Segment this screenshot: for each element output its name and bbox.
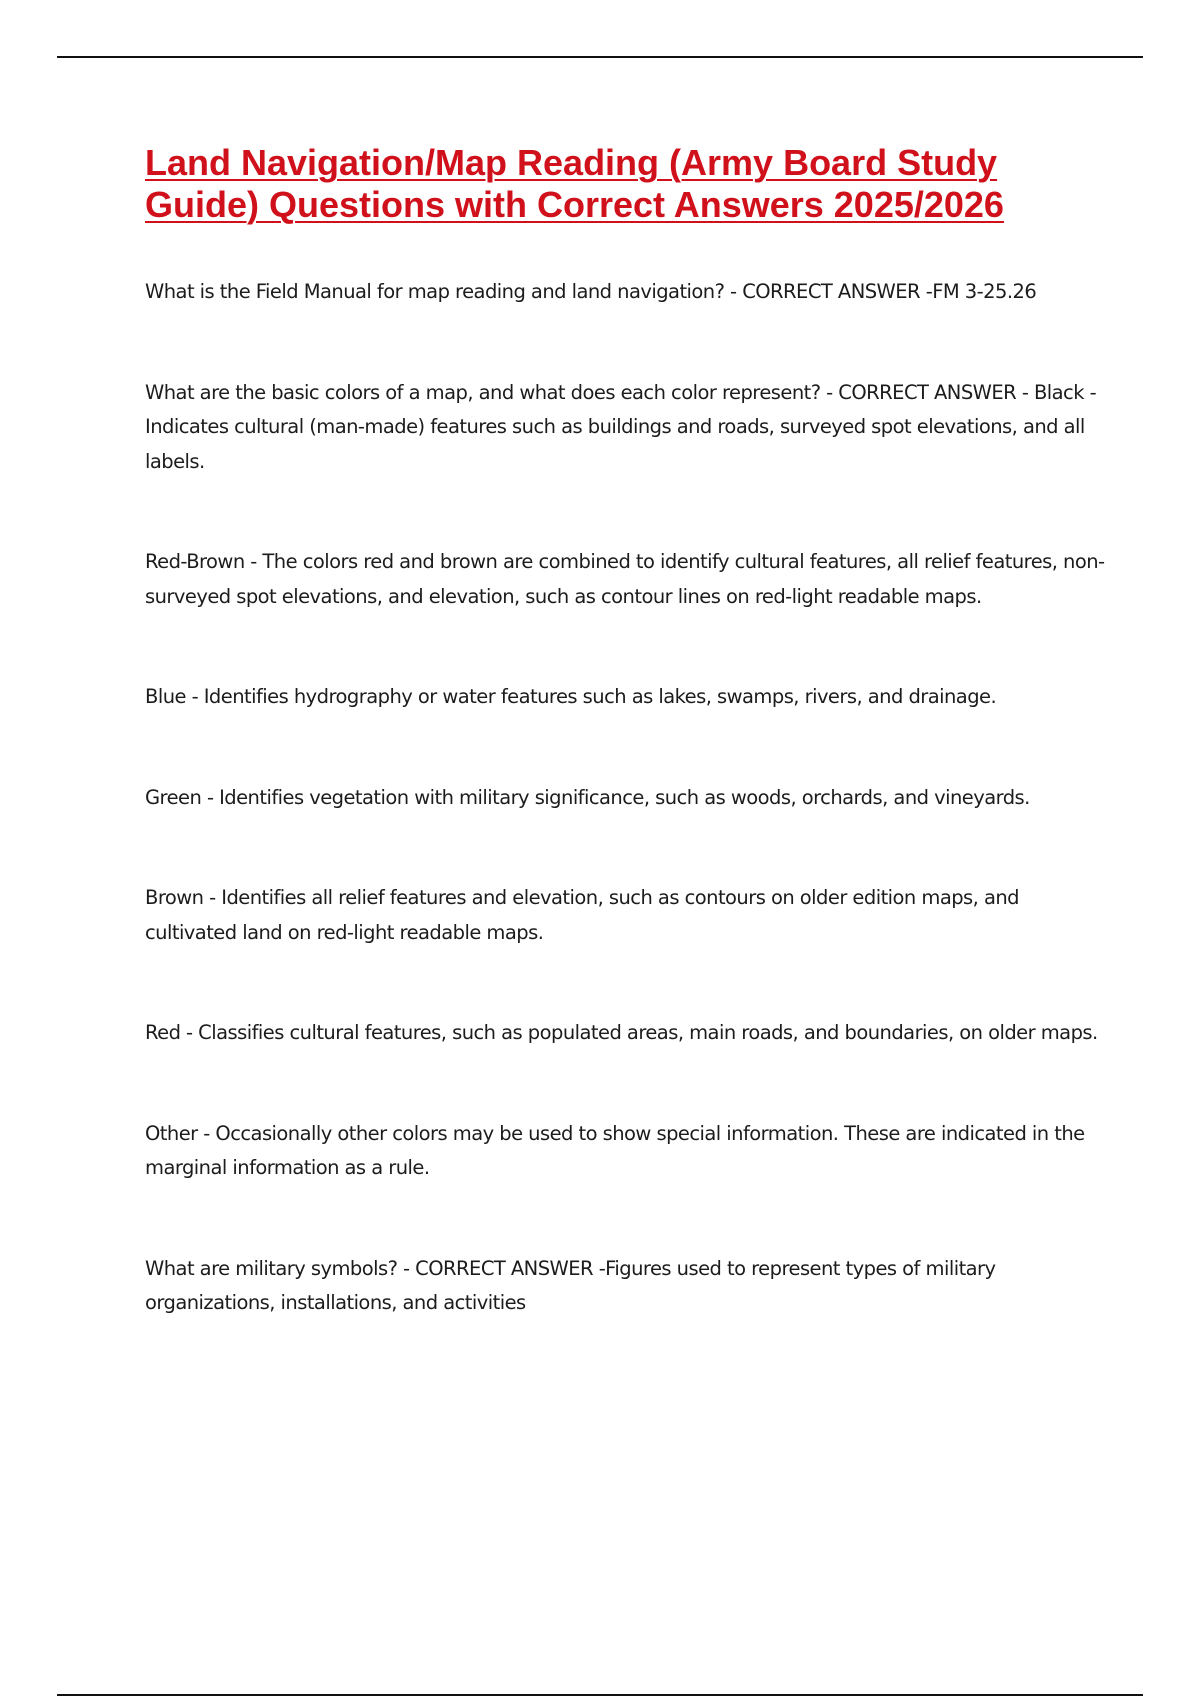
paragraph-field-manual-qa: What is the Field Manual for map reading and land navigation? - CORRECT ANSWER -FM 3-25.26 xyxy=(145,280,1037,303)
paragraph-red-brown: Red-Brown - The colors red and brown are combined to identify cultural features, all relief features, non-surveyed spot elevations, and elevation, such as contour lines on red-light readable maps. xyxy=(145,550,1105,608)
paragraph-blue: Blue - Identifies hydrography or water features such as lakes, swamps, rivers, and drainage. xyxy=(145,685,997,708)
paragraph-red: Red - Classifies cultural features, such as populated areas, main roads, and boundaries, on older maps. xyxy=(145,1021,1098,1044)
paragraph-basic-colors-black: What are the basic colors of a map, and what does each color represent? - CORRECT ANSWER - Black - Indicates cultural (man-made) features such as buildings and roads, surveyed spot elevations, and all labels. xyxy=(145,380,1097,473)
paragraph-military-symbols-qa: What are military symbols? - CORRECT ANSWER -Figures used to represent types of military organizations, installations, and activities xyxy=(145,1256,996,1314)
document-body xyxy=(145,275,1105,1387)
paragraph-other: Other - Occasionally other colors may be used to show special information. These are indicated in the marginal information as a rule. xyxy=(145,1121,1085,1179)
top-rule xyxy=(57,56,1143,58)
document-title: Land Navigation/Map Reading (Army Board Study Guide) Questions with Correct Answers 2025/2026 xyxy=(145,142,1004,225)
bottom-rule xyxy=(57,1694,1143,1696)
paragraph-brown: Brown - Identifies all relief features and elevation, such as contours on older edition maps, and cultivated land on red-light readable maps. xyxy=(145,886,1019,944)
paragraph-green: Green - Identifies vegetation with military significance, such as woods, orchards, and vineyards. xyxy=(145,785,1030,809)
